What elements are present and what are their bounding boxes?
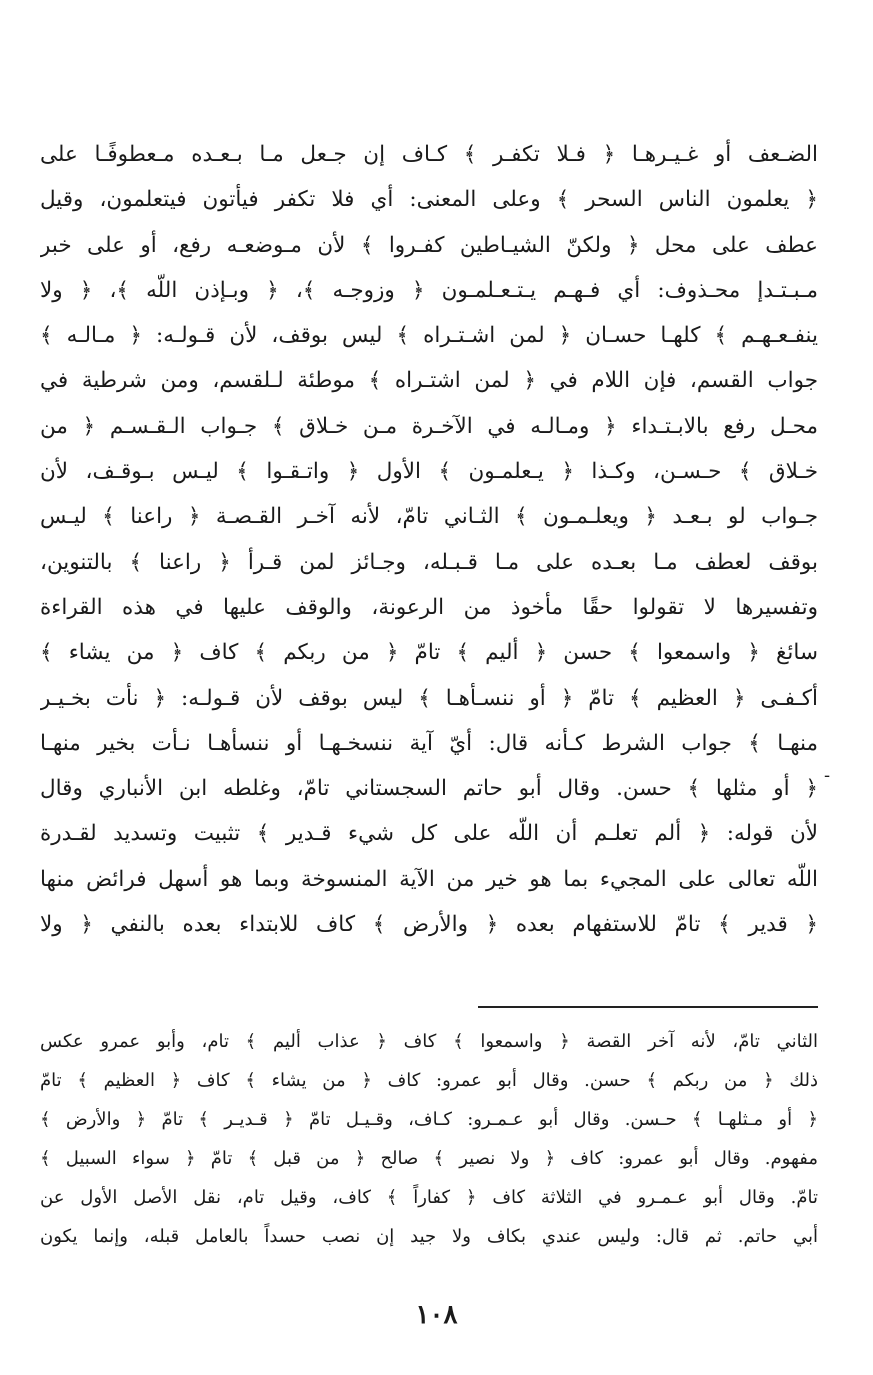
main-text-line: عطف على محل ﴿ ولكنّ الشيـاطين كفـروا ﴾ لأن مـوضعـه رفع، أو على خبر bbox=[40, 232, 818, 258]
main-text-line: ﴿ أو مثلها ﴾ حسن. وقال أبو حاتم السجستاني تامّ، وغلطه ابن الأنباري وقال bbox=[40, 776, 818, 802]
main-text-line: أكـفـى ﴿ العظيم ﴾ تامّ ﴿ أو ننسـأهـا ﴾ ليس بوقف لأن قـولـه: ﴿ نأت بخـيـر bbox=[40, 685, 818, 711]
main-text-line: محـل رفع بالابـتـداء ﴿ ومـالـه في الآخـرة مـن خـلاق ﴾ جـواب الـقـسـم ﴿ من bbox=[40, 413, 818, 439]
main-text-line: مـبـتـدإ محـذوف: أي فـهـم يـتـعـلمـون ﴿ وزوجـه ﴾، ﴿ وبـإذن اللّه ﴾، ﴿ ولا bbox=[40, 277, 818, 303]
main-text-line: وتفسيرها لا تقولوا حقًا مأخوذ من الرعونة، والوقف عليها في هذه القراءة bbox=[40, 594, 818, 620]
footnote-line: أبي حاتم. ثم قال: وليس عندي بكاف ولا جيد إن نصب حسداً بالعامل قبله، وإنما يكون bbox=[40, 1226, 818, 1247]
main-text-line: لأن قوله: ﴿ ألم تعلـم أن اللّه على كل شيء قـدير ﴾ تثبيت وتسديد لقـدرة bbox=[40, 821, 818, 847]
main-text-line: اللّه تعالى على المجيء بما هو خير من الآية المنسوخة وبما هو أسهل فرائض منها bbox=[40, 866, 818, 892]
main-text-line: ﴿ يعلمون الناس السحر ﴾ وعلى المعنى: أي فلا تكفر فيأتون فيتعلمون، وقيل bbox=[40, 187, 818, 213]
page-body bbox=[40, 132, 818, 1247]
main-text-line: منهـا ﴾ جواب الشرط كـأنه قال: أيّ آية ننسخـهـا أو ننسأهـا نـأت بخير منهـا bbox=[40, 730, 818, 756]
main-text-line: الضـعف أو غـيـرهـا ﴿ فـلا تكفـر ﴾ كـاف إن جـعل مـا بـعـده مـعطوفًـا على bbox=[40, 142, 818, 167]
footnote-line: ﴿ أو مـثلهـا ﴾ حـسن. وقال أبو عـمـرو: كـاف، وقـيـل تامّ ﴿ قـديـر ﴾ تامّ ﴿ والأرض ﴾ bbox=[40, 1109, 818, 1130]
main-text-line: ﴿ قدير ﴾ تامّ للاستفهام بعده ﴿ والأرض ﴾ كاف للابتداء بعده بالنفي ﴿ ولا bbox=[40, 912, 818, 938]
main-text-line: سائغ ﴿ واسمعوا ﴾ حسن ﴿ أليم ﴾ تامّ ﴿ من ربكم ﴾ كاف ﴿ من يشاء ﴾ bbox=[40, 640, 818, 666]
main-text-line: خـلاق ﴾ حـسـن، وكـذا ﴿ يـعلمـون ﴾ الأول ﴿ واتـقـوا ﴾ ليـس بـوقـف، لأن bbox=[40, 459, 818, 485]
footnote-line: الثاني تامّ، لأنه آخر القصة ﴿ واسمعوا ﴾ كاف ﴿ عذاب أليم ﴾ تام، وأبو عمرو عكس bbox=[40, 1031, 818, 1052]
footnote-line: مفهوم. وقال أبو عمرو: كاف ﴿ ولا نصير ﴾ صالح ﴿ من قبل ﴾ تامّ ﴿ سواء السبيل ﴾ bbox=[40, 1148, 818, 1169]
footnotes bbox=[40, 1022, 818, 1256]
main-text-line: ينفـعـهـم ﴾ كلهـا حسـان ﴿ لمن اشـتـراه ﴾ ليس بوقف، لأن قـولـه: ﴿ مـالـه ﴾ bbox=[40, 323, 818, 349]
main-text-line: جـواب لو بـعـد ﴿ ويعلـمـون ﴾ الثـاني تامّ، لأنه آخـر القـصـة ﴿ راعنا ﴾ ليـس bbox=[40, 504, 818, 530]
main-text-line: جواب القسم، فإن اللام في ﴿ لمن اشتـراه ﴾ موطئة لـلقسم، ومن شرطية في bbox=[40, 368, 818, 394]
margin-mark: - bbox=[824, 765, 831, 786]
footnote-line: ذلك ﴿ من ربكم ﴾ حسن. وقال أبو عمرو: كاف ﴿ من يشاء ﴾ كاف ﴿ العظيم ﴾ تامّ bbox=[40, 1070, 818, 1091]
footnote-line: تامّ. وقال أبو عـمـرو في الثلاثة كاف ﴿ كفاراً ﴾ كاف، وقيل تام، نقل الأصل الأول عن bbox=[40, 1187, 818, 1208]
main-text-line: بوقف لعطف مـا بعـده على مـا قـبـله، وجـائز لمن قـرأ ﴿ راعنا ﴾ بالتنوين، bbox=[40, 549, 818, 575]
page-number: ١٠٨ bbox=[415, 1300, 458, 1330]
footnote-separator bbox=[478, 1006, 818, 1008]
main-text bbox=[40, 132, 818, 947]
